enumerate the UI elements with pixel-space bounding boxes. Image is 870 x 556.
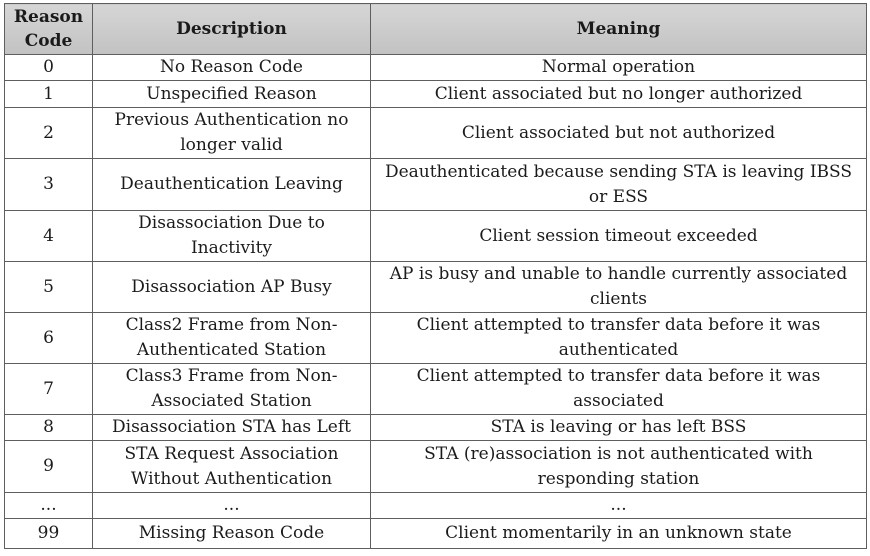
cell-code: 9 [5,441,93,493]
cell-description: Class3 Frame from Non-Associated Station [93,364,371,415]
table-row [5,108,867,159]
table-row [5,313,867,364]
cell-meaning: Client associated but no longer authorized [371,81,867,108]
cell-description: Unspecified Reason [93,81,371,108]
header-reason-code: Reason Code [5,4,93,55]
cell-code: 5 [5,262,93,313]
cell-description: Disassociation AP Busy [93,262,371,313]
cell-meaning: Client attempted to transfer data before it was associated [371,364,867,415]
cell-description: STA Request Association Without Authentication [93,441,371,493]
cell-description: Class2 Frame from Non-Authenticated Station [93,313,371,364]
cell-description: Disassociation STA has Left [93,415,371,441]
table-row [5,55,867,81]
cell-code: 4 [5,211,93,262]
cell-code: 2 [5,108,93,159]
cell-code: ... [5,493,93,519]
cell-code: 0 [5,55,93,81]
cell-meaning: Client momentarily in an unknown state [371,519,867,549]
table-row [5,441,867,493]
table-row [5,159,867,211]
cell-meaning: Deauthenticated because sending STA is leaving IBSS or ESS [371,159,867,211]
cell-description: Previous Authentication no longer valid [93,108,371,159]
cell-description: Missing Reason Code [93,519,371,549]
table-row [5,415,867,441]
table-row [5,81,867,108]
reason-code-table [4,3,867,549]
cell-meaning: Client session timeout exceeded [371,211,867,262]
cell-meaning: STA is leaving or has left BSS [371,415,867,441]
cell-description: ... [93,493,371,519]
cell-code: 3 [5,159,93,211]
table-row [5,519,867,549]
cell-description: Deauthentication Leaving [93,159,371,211]
cell-description: No Reason Code [93,55,371,81]
cell-code: 1 [5,81,93,108]
header-meaning: Meaning [371,4,867,55]
header-description: Description [93,4,371,55]
cell-meaning: STA (re)association is not authenticated with responding station [371,441,867,493]
table-row [5,364,867,415]
table-row [5,211,867,262]
cell-code: 99 [5,519,93,549]
cell-description: Disassociation Due to Inactivity [93,211,371,262]
cell-code: 8 [5,415,93,441]
cell-code: 7 [5,364,93,415]
table-row [5,493,867,519]
cell-meaning: Client associated but not authorized [371,108,867,159]
cell-meaning: ... [371,493,867,519]
cell-meaning: AP is busy and unable to handle currently associated clients [371,262,867,313]
cell-code: 6 [5,313,93,364]
header-row [5,4,867,55]
cell-meaning: Normal operation [371,55,867,81]
table-row [5,262,867,313]
cell-meaning: Client attempted to transfer data before it was authenticated [371,313,867,364]
